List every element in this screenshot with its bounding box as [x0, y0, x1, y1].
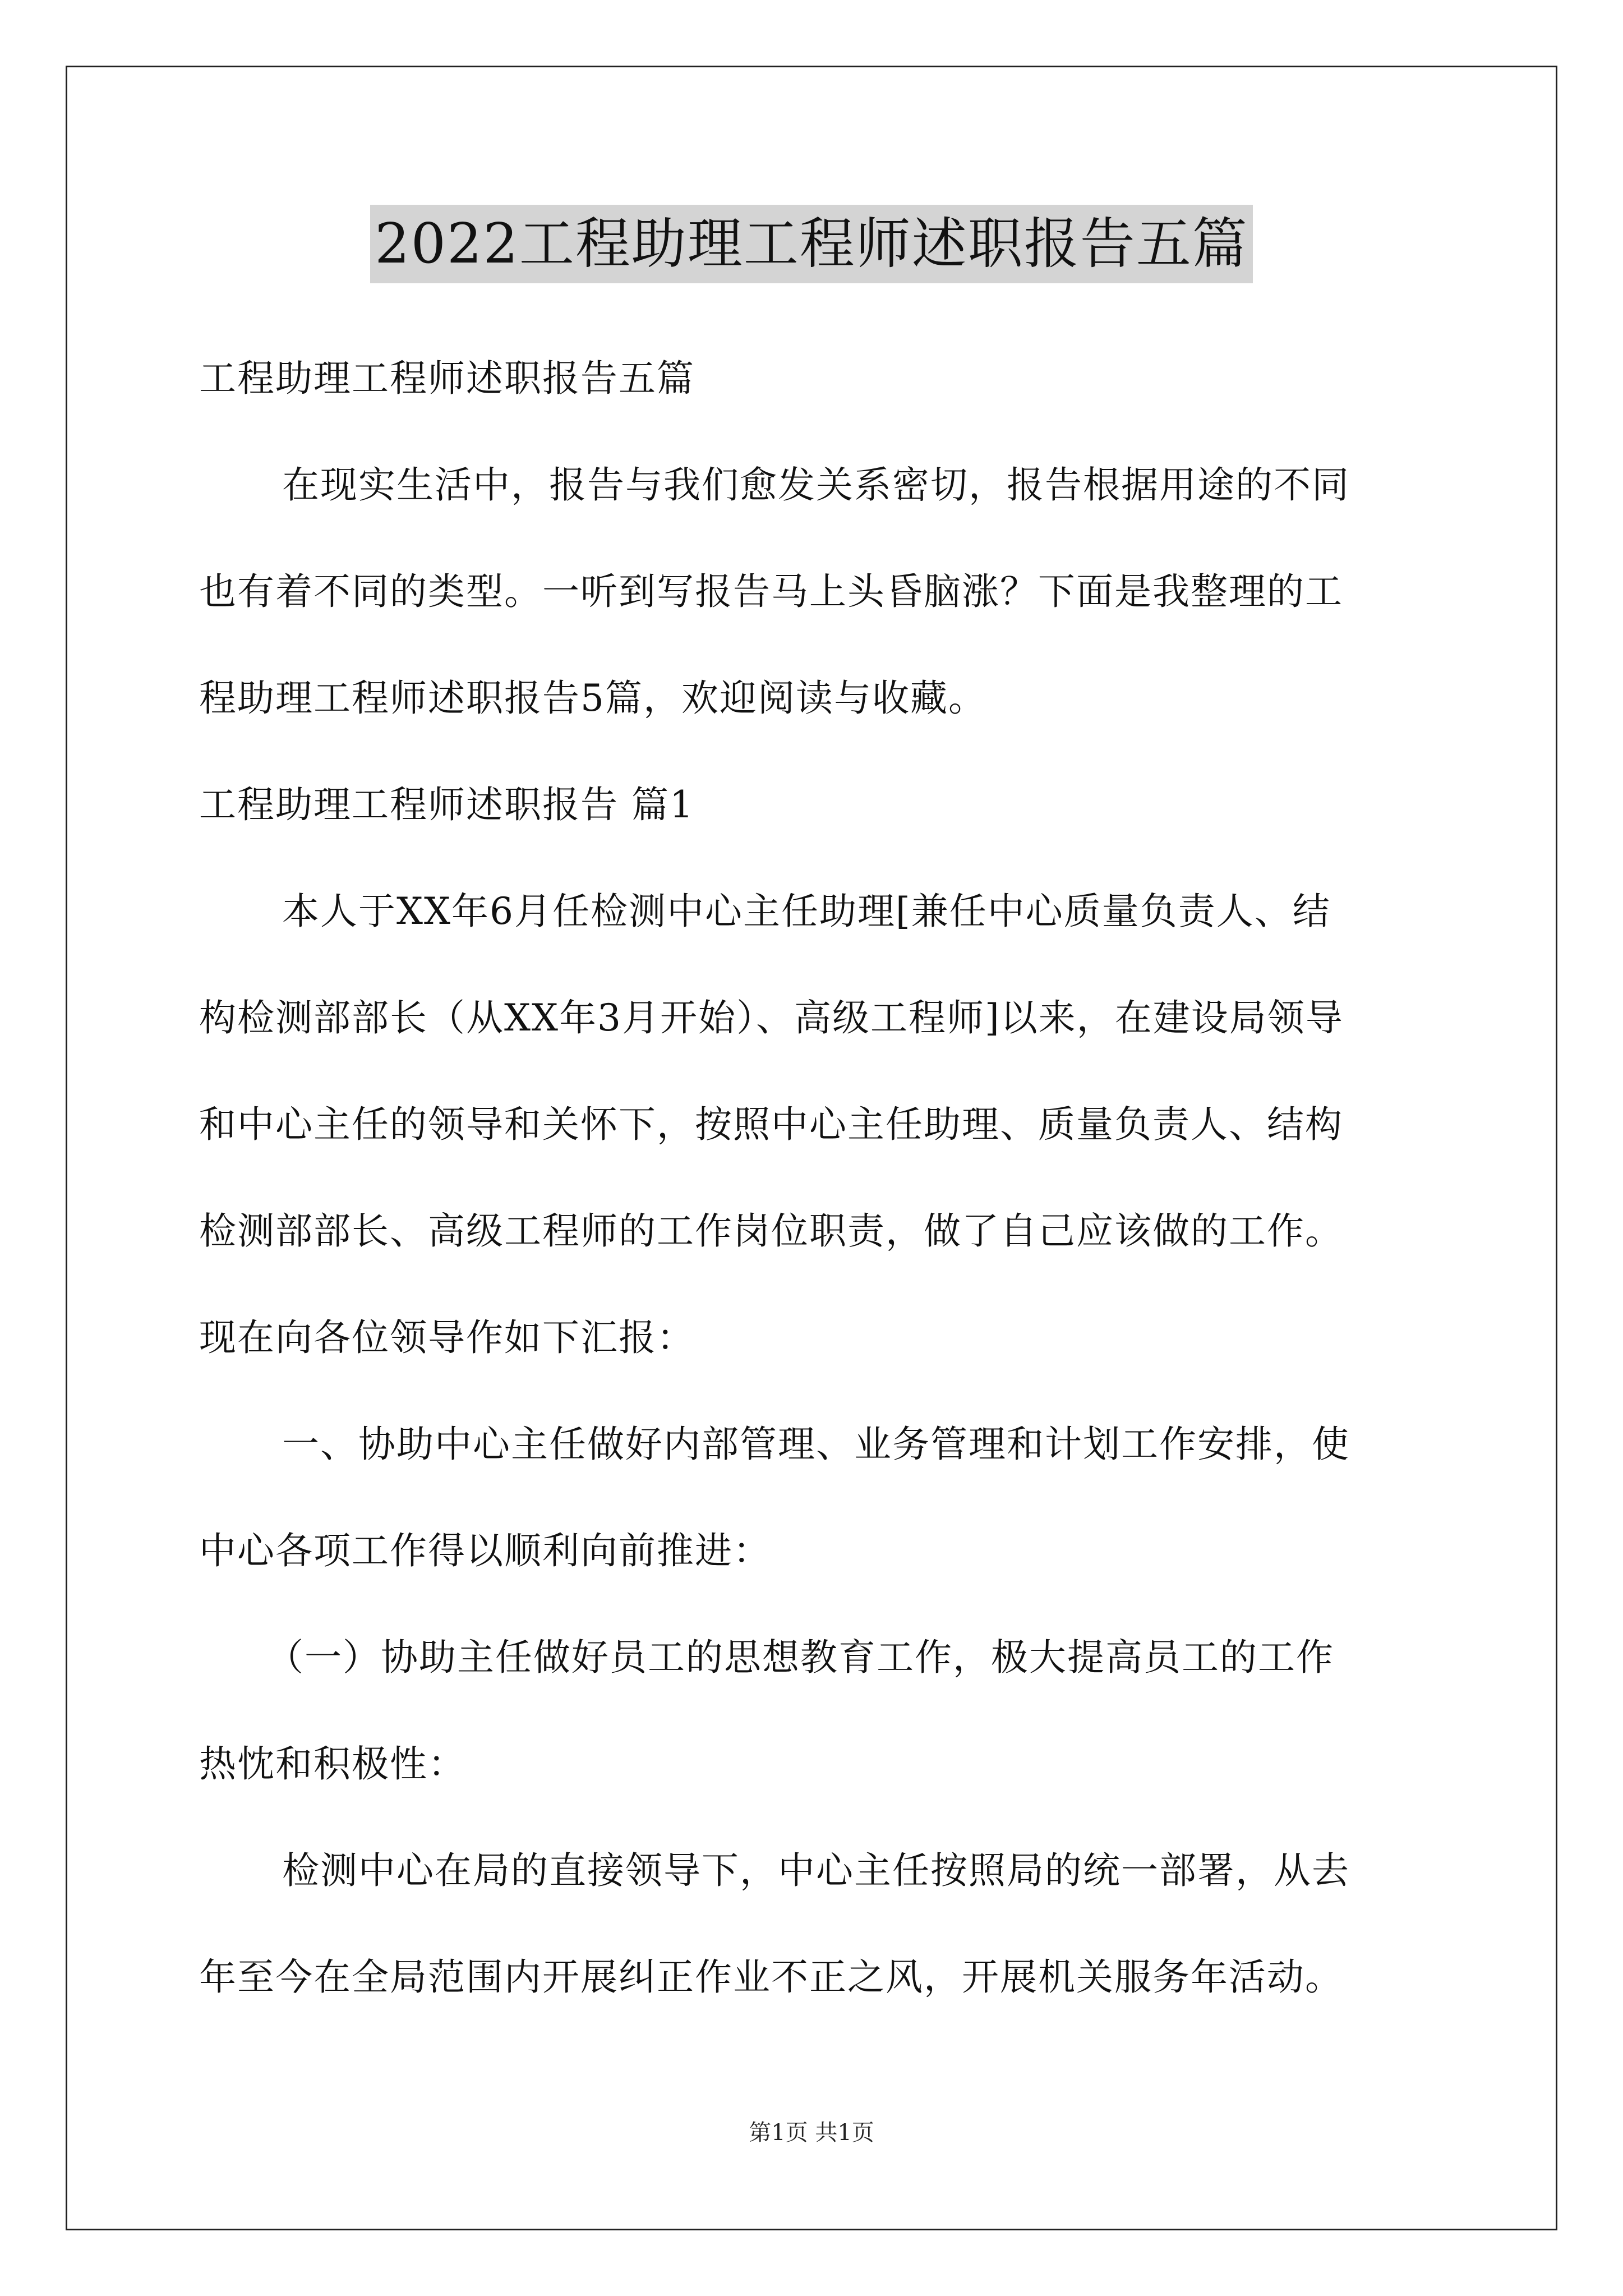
paragraph-line: 检测中心在局的直接领导下，中心主任按照局的统一部署，从去 [282, 1849, 1350, 1892]
paragraph-line: 热忱和积极性： [199, 1742, 466, 1786]
section-heading: 工程助理工程师述职报告 篇1 [199, 783, 694, 826]
paragraph-line: 构检测部部长（从XX年3月开始）、高级工程师]以来，在建设局领导 [199, 996, 1344, 1039]
paragraph-line: （一）协助主任做好员工的思想教育工作，极大提高员工的工作 [266, 1636, 1334, 1679]
document-title: 2022工程助理工程师述职报告五篇 [370, 205, 1252, 283]
paragraph-line: 一、协助中心主任做好内部管理、业务管理和计划工作安排，使 [282, 1423, 1350, 1466]
paragraph-line: 和中心主任的领导和关怀下，按照中心主任助理、质量负责人、结构 [199, 1103, 1343, 1146]
paragraph-line: 也有着不同的类型。一听到写报告马上头昏脑涨？下面是我整理的工 [199, 570, 1343, 613]
paragraph-line: 在现实生活中，报告与我们愈发关系密切，报告根据用途的不同 [282, 463, 1350, 507]
page-footer: 第1页 共1页 [749, 2120, 874, 2146]
paragraph-line: 中心各项工作得以顺利向前推进： [199, 1529, 771, 1572]
subtitle-line: 工程助理工程师述职报告五篇 [199, 357, 695, 400]
document-title-wrap [0, 205, 1623, 283]
paragraph-line: 检测部部长、高级工程师的工作岗位职责，做了自己应该做的工作。 [199, 1209, 1343, 1253]
paragraph-line: 年至今在全局范围内开展纠正作业不正之风，开展机关服务年活动。 [199, 1955, 1343, 1999]
paragraph-line: 现在向各位领导作如下汇报： [199, 1316, 695, 1359]
paragraph-line: 本人于XX年6月任检测中心主任助理[兼任中心质量负责人、结 [282, 890, 1331, 933]
paragraph-line: 程助理工程师述职报告5篇，欢迎阅读与收藏。 [199, 677, 986, 720]
